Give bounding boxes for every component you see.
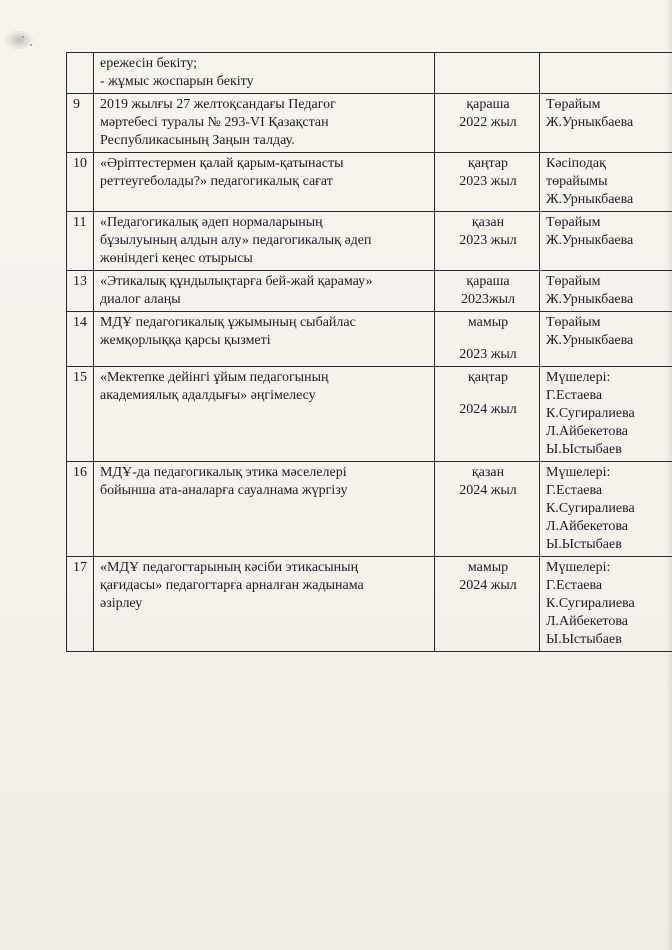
event-line: жөніндегі кеңес отырысы xyxy=(100,251,253,266)
table-row xyxy=(67,271,672,312)
date-line: қаңтар xyxy=(467,156,508,171)
row-number-cell: 17 xyxy=(67,557,94,652)
responsible-line: К.Сугиралиева xyxy=(546,406,635,421)
responsible-cell xyxy=(540,94,672,153)
table-row xyxy=(67,94,672,153)
responsible-cell xyxy=(540,462,672,557)
responsible-line: Мүшелері: xyxy=(546,465,611,480)
date-line: қараша xyxy=(466,97,510,112)
table-row xyxy=(67,153,672,212)
responsible-line: Төрайым xyxy=(546,315,601,330)
event-line: МДҰ-да педагогикалық этика мәселелері xyxy=(100,465,347,480)
responsible-cell xyxy=(540,212,672,271)
date-line xyxy=(441,387,535,401)
responsible-line: Г.Естаева xyxy=(546,578,603,593)
event-line: қағидасы» педагогтарға арналған жадынама xyxy=(100,578,364,593)
row-number-cell: 11 xyxy=(67,212,94,271)
responsible-line: Кәсіподақ xyxy=(546,156,606,171)
responsible-line: Төрайым xyxy=(546,215,601,230)
row-number-cell: 9 xyxy=(67,94,94,153)
responsible-cell xyxy=(540,153,672,212)
event-line: «Педагогикалық әдеп нормаларының xyxy=(100,215,323,230)
responsible-line: Л.Айбекетова xyxy=(546,519,628,534)
event-cell xyxy=(94,557,435,652)
event-line: бұзылуының алдын алу» педагогикалық әдеп xyxy=(100,233,372,248)
date-cell xyxy=(435,462,540,557)
event-line: жемқорлыққа қарсы қызметі xyxy=(100,333,271,348)
responsible-cell xyxy=(540,53,672,94)
date-cell xyxy=(435,312,540,367)
date-line xyxy=(441,332,535,346)
responsible-line: Г.Естаева xyxy=(546,483,603,498)
table-row xyxy=(67,462,672,557)
responsible-line: Төрайым xyxy=(546,97,601,112)
date-line: 2023жыл xyxy=(460,292,516,307)
date-line: қазан xyxy=(471,215,505,230)
responsible-line: Ы.Ыстыбаев xyxy=(546,632,622,647)
table-row xyxy=(67,212,672,271)
event-cell xyxy=(94,212,435,271)
scan-speck xyxy=(22,36,24,38)
event-line: «Мектепке дейінгі ұйым педагогының xyxy=(100,370,329,385)
date-cell xyxy=(435,212,540,271)
table-row xyxy=(67,367,672,462)
event-line: ережесін бекіту; xyxy=(100,56,198,71)
row-number-cell: 14 xyxy=(67,312,94,367)
event-line: бойынша ата-аналарға сауалнама жүргізу xyxy=(100,483,348,498)
responsible-cell xyxy=(540,312,672,367)
date-cell xyxy=(435,53,540,94)
event-line: «Этикалық құндылықтарға бей-жай қарамау» xyxy=(100,274,373,289)
table-row xyxy=(67,53,672,94)
row-number-cell: 15 xyxy=(67,367,94,462)
date-line: қаңтар xyxy=(467,370,508,385)
event-line: «МДҰ педагогтарының кәсіби этикасының xyxy=(100,560,359,575)
event-cell xyxy=(94,271,435,312)
responsible-line: Ж.Урныкбаева xyxy=(546,292,634,307)
events-table-body xyxy=(67,53,672,652)
responsible-cell xyxy=(540,557,672,652)
date-line: 2024 жыл xyxy=(459,578,517,593)
date-line: мамыр xyxy=(467,315,509,330)
events-table xyxy=(66,52,672,652)
date-line: 2023 жыл xyxy=(459,347,517,362)
event-cell xyxy=(94,462,435,557)
responsible-cell xyxy=(540,367,672,462)
responsible-line: Л.Айбекетова xyxy=(546,424,628,439)
date-cell xyxy=(435,557,540,652)
responsible-line: төрайымы xyxy=(546,174,608,189)
date-cell xyxy=(435,153,540,212)
date-line: 2024 жыл xyxy=(459,402,517,417)
event-cell xyxy=(94,312,435,367)
responsible-line: Г.Естаева xyxy=(546,388,603,403)
table-row xyxy=(67,312,672,367)
event-line: «Әріптестермен қалай қарым-қатынасты xyxy=(100,156,344,171)
event-line: академиялық адалдығы» әңгімелесу xyxy=(100,388,316,403)
date-cell xyxy=(435,271,540,312)
event-line: - жұмыс жоспарын бекіту xyxy=(100,74,254,89)
responsible-line: К.Сугиралиева xyxy=(546,596,635,611)
event-cell xyxy=(94,53,435,94)
responsible-line: Мүшелері: xyxy=(546,370,611,385)
event-line: 2019 жылғы 27 желтоқсандағы Педагог xyxy=(100,97,336,112)
responsible-line: Ж.Урныкбаева xyxy=(546,233,634,248)
event-line: реттеугеболады?» педагогикалық сағат xyxy=(100,174,333,189)
date-line: қараша xyxy=(466,274,510,289)
date-line: 2023 жыл xyxy=(459,174,517,189)
responsible-line: Ы.Ыстыбаев xyxy=(546,537,622,552)
event-line: диалог алаңы xyxy=(100,292,181,307)
event-line: әзірлеу xyxy=(100,596,143,611)
responsible-cell xyxy=(540,271,672,312)
date-line: 2022 жыл xyxy=(459,115,517,130)
event-line: Республикасының Заңын талдау. xyxy=(100,133,295,148)
responsible-line: Ж.Урныкбаева xyxy=(546,333,634,348)
responsible-line: Төрайым xyxy=(546,274,601,289)
responsible-line: К.Сугиралиева xyxy=(546,501,635,516)
event-cell xyxy=(94,94,435,153)
row-number-cell: 13 xyxy=(67,271,94,312)
event-cell xyxy=(94,153,435,212)
scan-smudge xyxy=(4,30,34,50)
responsible-line: Л.Айбекетова xyxy=(546,614,628,629)
row-number-cell: 16 xyxy=(67,462,94,557)
date-line: мамыр xyxy=(467,560,509,575)
responsible-line: Ы.Ыстыбаев xyxy=(546,442,622,457)
event-cell xyxy=(94,367,435,462)
row-number-cell xyxy=(67,53,94,94)
responsible-line: Ж.Урныкбаева xyxy=(546,115,634,130)
date-cell xyxy=(435,94,540,153)
responsible-line: Ж.Урныкбаева xyxy=(546,192,634,207)
row-number-cell: 10 xyxy=(67,153,94,212)
table-row xyxy=(67,557,672,652)
event-line: мәртебесі туралы № 293-VI Қазақстан xyxy=(100,115,329,130)
scan-speck xyxy=(30,44,32,46)
date-line: 2024 жыл xyxy=(459,483,517,498)
date-line: 2023 жыл xyxy=(459,233,517,248)
date-cell xyxy=(435,367,540,462)
responsible-line: Мүшелері: xyxy=(546,560,611,575)
date-line: қазан xyxy=(471,465,505,480)
event-line: МДҰ педагогикалық ұжымының сыбайлас xyxy=(100,315,356,330)
